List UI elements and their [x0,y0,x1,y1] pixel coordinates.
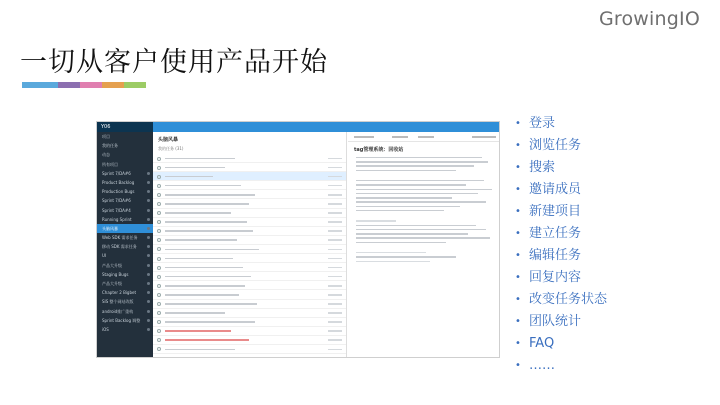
task-checkbox[interactable] [157,220,161,224]
task-row[interactable] [153,281,346,290]
detail-title: tag管理系统：回收站 [354,147,404,153]
task-meta [328,285,342,287]
task-row[interactable] [153,245,346,254]
sidebar-item-label: Sprint Backlog 调整 [102,317,141,323]
feature-label: 回复内容 [529,270,582,285]
chevron-icon [147,310,150,313]
feature-label: FAQ [529,336,555,351]
sidebar-item-label: 项目 [102,134,110,139]
accent-stripe-2 [58,82,80,88]
detail-text-line [356,233,468,234]
task-row[interactable] [153,154,346,163]
sidebar-item[interactable] [97,233,153,242]
detail-text-line [356,165,474,166]
sidebar-item-label: Chapter 2 Bigbet [102,290,137,296]
sidebar-item-label: 移动 SDK 需求任务 [102,244,137,250]
sidebar-item-label: Running Sprint [102,216,132,222]
chevron-icon [147,227,150,230]
task-row[interactable] [153,218,346,227]
task-row[interactable] [153,199,346,208]
sidebar-item-label: Production Bugs [102,189,135,195]
sidebar-item[interactable] [97,169,153,178]
task-text [165,167,225,169]
task-row[interactable] [153,227,346,236]
task-checkbox[interactable] [157,284,161,288]
task-text [165,158,235,160]
sidebar-item[interactable] [97,307,153,316]
feature-item [515,333,607,355]
task-meta [328,312,342,314]
chevron-icon [147,273,150,276]
task-meta [328,294,342,296]
task-checkbox[interactable] [157,338,161,342]
feature-item [515,223,607,245]
chevron-icon [147,319,150,322]
sidebar-item-label: Sprint 7/DA#4 [102,207,131,213]
sidebar-item-label: android推广重构 [102,308,134,314]
sidebar-item-label: 所有项目 [102,161,118,167]
feature-item [515,355,607,377]
task-row[interactable] [153,263,346,272]
task-checkbox[interactable] [157,184,161,188]
sidebar-item[interactable] [97,187,153,196]
task-row[interactable] [153,336,346,345]
bullet-icon: • [515,162,521,173]
feature-label: …… [529,358,555,373]
task-checkbox[interactable] [157,293,161,297]
feature-label: 改变任务状态 [529,292,608,307]
detail-text-line [356,189,492,190]
feature-item [515,311,607,333]
feature-item [515,113,607,135]
task-text [165,349,235,351]
sidebar-item-label: 我的任务 [102,143,118,149]
task-text [165,285,245,287]
feature-item [515,201,607,223]
task-checkbox[interactable] [157,311,161,315]
app-top-bar [97,122,499,132]
chevron-icon [147,245,150,248]
task-rows [153,154,346,358]
task-text [165,258,233,260]
task-meta [328,230,342,232]
task-detail-panel [348,132,499,357]
detail-text-line [356,220,396,221]
bullet-icon: • [515,316,521,327]
feature-label: 邀请成员 [529,182,582,197]
task-row[interactable] [153,327,346,336]
sidebar-item[interactable] [97,288,153,297]
detail-text-line [356,229,486,230]
feature-label: 新建项目 [529,204,582,219]
feature-list [515,113,607,377]
sidebar-item[interactable] [97,297,153,306]
chevron-icon [147,328,150,331]
task-meta [328,303,342,305]
task-row[interactable] [153,354,346,358]
sidebar-item[interactable] [97,206,153,215]
task-row[interactable] [153,290,346,299]
feature-item [515,157,607,179]
task-meta [328,267,342,269]
sidebar-item-label: Sprint 7/DA#6 [102,198,131,204]
accent-stripe-3 [80,82,102,88]
task-list-panel [153,132,347,357]
chevron-icon [147,236,150,239]
sidebar-item[interactable] [97,178,153,187]
detail-text-line [356,252,426,253]
task-text [165,203,249,205]
chevron-icon [147,199,150,202]
task-text [165,176,213,178]
sidebar-item[interactable] [97,160,153,169]
sidebar-item-label: Sprint 7/DA#6 [102,170,131,176]
task-row[interactable] [153,318,346,327]
sidebar-item[interactable] [97,242,153,251]
bullet-icon: • [515,118,521,129]
task-meta [328,221,342,223]
task-text [165,212,231,214]
task-meta [328,167,342,169]
feature-item [515,289,607,311]
task-meta [328,276,342,278]
chevron-icon [147,172,150,175]
detail-text-line [356,256,456,257]
sidebar-item-label: 动态 [102,152,110,158]
sidebar-item[interactable] [97,251,153,260]
task-meta [328,249,342,251]
detail-text-line [356,225,476,226]
task-checkbox[interactable] [157,238,161,242]
detail-text-line [356,261,430,262]
task-meta [328,212,342,214]
task-checkbox[interactable] [157,275,161,279]
task-checkbox[interactable] [157,166,161,170]
feature-label: 登录 [529,116,556,131]
detail-text-line [356,161,488,162]
task-checkbox[interactable] [157,247,161,251]
accent-stripe-1 [22,82,58,88]
task-meta [328,330,342,332]
sidebar-item-label: Product Backlog [102,179,135,185]
task-text [165,239,237,241]
sidebar-item-label: iOS [102,326,109,332]
task-meta [328,349,342,351]
detail-text-line [356,201,486,202]
chevron-icon [147,209,150,212]
task-checkbox[interactable] [157,347,161,351]
feature-item [515,267,607,289]
top-bar-brand [97,122,153,132]
accent-color-bar [22,82,146,88]
sidebar-item[interactable] [97,261,153,270]
product-screenshot [96,121,500,358]
task-checkbox[interactable] [157,320,161,324]
detail-text-line [356,206,460,207]
top-bar-title: Y06 [101,124,111,130]
task-text [165,294,239,296]
chevron-icon [147,218,150,221]
task-checkbox[interactable] [157,257,161,261]
sidebar-item[interactable] [97,132,153,141]
bullet-icon: • [515,272,521,283]
growingio-logo: GrowingIO [598,8,700,30]
task-meta [328,176,342,178]
task-checkbox[interactable] [157,329,161,333]
feature-label: 搜索 [529,160,556,175]
sidebar-item[interactable] [97,279,153,288]
detail-toolbar [348,132,499,142]
bullet-icon: • [515,140,521,151]
task-meta [328,258,342,260]
detail-text-line [356,193,478,194]
chevron-icon [147,282,150,285]
task-meta [328,339,342,341]
task-checkbox[interactable] [157,157,161,161]
chevron-icon [147,291,150,294]
feature-label: 浏览任务 [529,138,582,153]
chevron-icon [147,181,150,184]
detail-text-line [356,157,482,158]
task-meta [328,203,342,205]
sidebar-item-label: SIS 整个网站改版 [102,299,134,305]
bullet-icon: • [515,338,521,349]
task-list-subheader: 我的任务 (31) [158,146,184,151]
accent-stripe-4 [102,82,124,88]
app-sidebar [97,132,153,357]
task-checkbox[interactable] [157,302,161,306]
task-text [165,312,225,314]
detail-text-line [356,184,466,185]
task-row[interactable] [153,254,346,263]
bullet-icon: • [515,228,521,239]
chevron-icon [147,254,150,257]
task-meta [328,321,342,323]
sidebar-item[interactable] [97,224,153,233]
sidebar-item-label: Staging Bugs [102,271,129,277]
task-row[interactable] [153,172,346,181]
detail-text-line [356,197,452,198]
sidebar-item-label: 产品大升级 [102,262,122,268]
task-meta [328,239,342,241]
sidebar-item-label: UI [102,253,107,259]
detail-text-line [356,237,490,238]
task-text [165,276,251,278]
detail-text-line [348,211,499,217]
task-text [165,339,249,341]
task-text [165,230,253,232]
bullet-icon: • [515,184,521,195]
chevron-icon [147,264,150,267]
feature-label: 团队统计 [529,314,582,329]
task-text [165,221,247,223]
task-row[interactable] [153,181,346,190]
task-row[interactable] [153,309,346,318]
sidebar-item-label: Web SDK 需求任务 [102,235,138,241]
task-checkbox[interactable] [157,202,161,206]
feature-item [515,245,607,267]
sidebar-item[interactable] [97,141,153,150]
feature-label: 编辑任务 [529,248,582,263]
task-text [165,249,259,251]
task-text [165,267,243,269]
sidebar-item[interactable] [97,316,153,325]
feature-label: 建立任务 [529,226,582,241]
task-checkbox[interactable] [157,211,161,215]
task-row[interactable] [153,345,346,354]
chevron-icon [147,190,150,193]
task-checkbox[interactable] [157,266,161,270]
task-row[interactable] [153,163,346,172]
task-row[interactable] [153,272,346,281]
task-row[interactable] [153,236,346,245]
sidebar-item[interactable] [97,150,153,159]
feature-item [515,179,607,201]
feature-item [515,135,607,157]
task-checkbox[interactable] [157,193,161,197]
task-row[interactable] [153,209,346,218]
task-text [165,330,231,332]
sidebar-item[interactable] [97,325,153,334]
sidebar-item-label: 头脑风暴 [102,225,118,231]
task-meta [328,158,342,160]
task-checkbox[interactable] [157,357,161,358]
bullet-icon: • [515,360,521,371]
task-text [165,185,241,187]
task-text [165,321,255,323]
task-row[interactable] [153,190,346,199]
sidebar-item[interactable] [97,196,153,205]
accent-stripe-5 [124,82,146,88]
detail-body [348,157,499,262]
task-meta [328,194,342,196]
bullet-icon: • [515,294,521,305]
bullet-icon: • [515,250,521,261]
detail-text-line [348,243,499,249]
sidebar-item-label: 产品大升级 [102,281,122,286]
sidebar-item[interactable] [97,215,153,224]
task-list-header: 头脑风暴 [158,137,179,143]
top-bar-main [153,122,499,132]
detail-text-line [348,171,499,177]
task-text [165,194,255,196]
task-text [165,303,257,305]
task-meta [328,185,342,187]
task-checkbox[interactable] [157,229,161,233]
sidebar-item[interactable] [97,270,153,279]
bullet-icon: • [515,206,521,217]
detail-text-line [356,180,484,181]
slide-title: 一切从客户使用产品开始 [20,47,328,78]
task-checkbox[interactable] [157,175,161,179]
task-row[interactable] [153,300,346,309]
chevron-icon [147,300,150,303]
